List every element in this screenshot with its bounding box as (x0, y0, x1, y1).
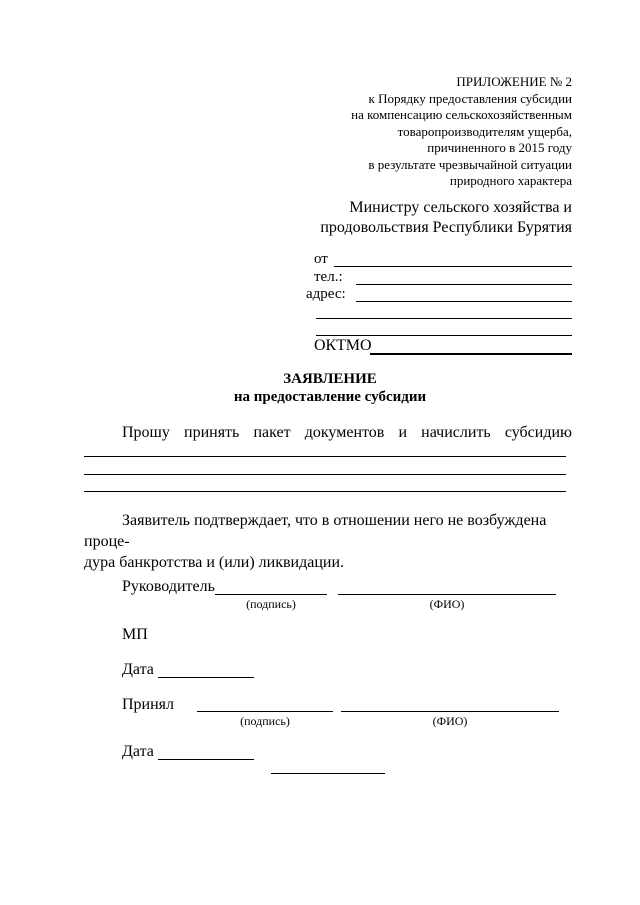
addressee-block (320, 198, 572, 238)
from-label: от (314, 251, 328, 267)
request-word: Прошу (122, 424, 170, 441)
appendix-line: товаропроизводителям ущерба, (397, 123, 572, 139)
oktmo-field[interactable] (370, 353, 572, 355)
accepted-signature-caption: (подпись) (240, 714, 290, 728)
seal-label: МП (122, 626, 148, 643)
name-caption: (ФИО) (429, 597, 465, 611)
appendix-line: причиненного в 2015 году (427, 140, 572, 155)
request-word: субсидию (504, 424, 572, 441)
address-field[interactable] (356, 301, 572, 302)
date2-field[interactable] (158, 759, 254, 760)
phone-label: тел.: (314, 269, 343, 285)
request-word: начислить (421, 424, 491, 441)
address-field-line-2[interactable] (316, 318, 572, 319)
date2-label: Дата (122, 743, 154, 760)
request-text (122, 424, 572, 442)
appendix-line: в результате чрезвычайной ситуации (368, 156, 572, 172)
request-word: и (398, 424, 408, 441)
confirmation-line: дура банкротства и (или) ликвидации. (84, 554, 345, 571)
addressee-line: Министру сельского хозяйства и (349, 199, 572, 216)
accepted-label: Принял (122, 696, 175, 713)
request-field-line-1[interactable] (84, 456, 566, 457)
accepted-name-caption: (ФИО) (432, 714, 468, 728)
addressee-line: продовольствия Республики Бурятия (320, 219, 572, 236)
confirmation-text (84, 510, 574, 573)
phone-field[interactable] (356, 284, 572, 285)
accepted-name-field[interactable] (341, 711, 559, 712)
date-label: Дата (122, 661, 154, 678)
appendix-line: к Порядку предоставления субсидии (368, 90, 572, 106)
appendix-line: на компенсацию сельскохозяйственным (351, 107, 572, 122)
from-field[interactable] (334, 266, 572, 267)
date-field[interactable] (158, 677, 254, 678)
request-field-line-2[interactable] (84, 474, 566, 475)
appendix-line: природного характера (449, 173, 572, 188)
footer-divider (271, 773, 385, 774)
confirmation-line: Заявитель подтверждает, что в отношении него не возбуждена проце- (84, 512, 547, 550)
address-label: адрес: (306, 286, 346, 302)
request-word: принять (184, 424, 240, 441)
accepted-signature-field[interactable] (197, 711, 333, 712)
head-name-field[interactable] (338, 594, 556, 595)
address-field-line-3[interactable] (316, 335, 572, 336)
request-word: пакет (253, 424, 291, 441)
document-title: ЗАЯВЛЕНИЕ (283, 371, 377, 387)
appendix-line: ПРИЛОЖЕНИЕ № 2 (456, 74, 572, 89)
signature-caption: (подпись) (246, 597, 296, 611)
head-label: Руководитель (122, 578, 215, 595)
request-word: документов (304, 424, 385, 441)
oktmo-label: ОКТМО (314, 337, 372, 354)
request-field-line-3[interactable] (84, 491, 566, 492)
document-subtitle: на предоставление субсидии (233, 389, 427, 405)
head-signature-field[interactable] (215, 594, 327, 595)
appendix-header (351, 74, 572, 190)
